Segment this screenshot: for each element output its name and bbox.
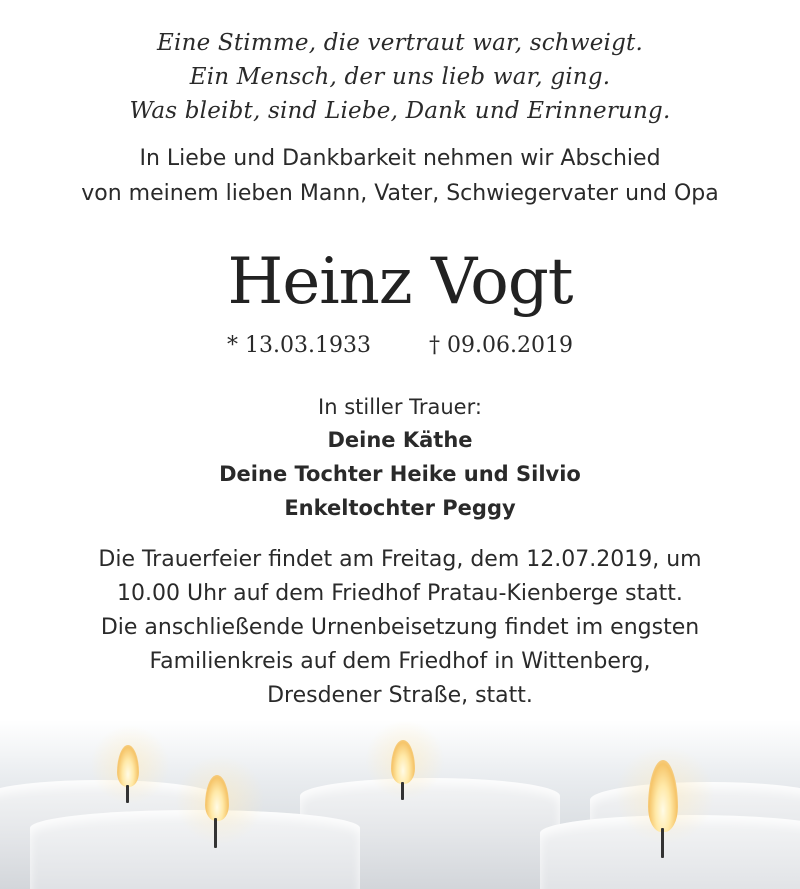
wick-4: [661, 828, 664, 858]
service-line-4: Familienkreis auf dem Friedhof in Wittenberg,: [149, 649, 651, 674]
wick-1: [126, 785, 129, 803]
mourner-3: Enkeltochter Peggy: [284, 496, 516, 520]
poem-line-3: Was bleibt, sind Liebe, Dank und Erinnerung.: [129, 98, 671, 124]
death-date: † 09.06.2019: [429, 333, 573, 358]
mourners-label: In stiller Trauer:: [318, 395, 482, 419]
life-dates: [0, 333, 800, 358]
service-line-3: Die anschließende Urnenbeisetzung findet im engsten: [100, 615, 700, 640]
mourner-1: Deine Käthe: [327, 428, 473, 452]
intro-line-2: von meinem lieben Mann, Vater, Schwiegervater und Opa: [81, 181, 719, 206]
service-line-2: 10.00 Uhr auf dem Friedhof Pratau-Kienberge statt.: [117, 581, 683, 606]
poem-line-2: Ein Mensch, der uns lieb war, ging.: [189, 64, 611, 90]
wick-2: [214, 818, 217, 848]
service-line-5: Dresdener Straße, statt.: [267, 683, 533, 708]
mourner-2: Deine Tochter Heike und Silvio: [219, 462, 581, 486]
intro-line-1: In Liebe und Dankbarkeit nehmen wir Abschied: [139, 146, 661, 171]
poem-line-1: Eine Stimme, die vertraut war, schweigt.: [157, 30, 643, 56]
deceased-name: Heinz Vogt: [227, 245, 573, 319]
service-line-1: Die Trauerfeier findet am Freitag, dem 12.07.2019, um: [98, 547, 702, 572]
candles-icon: [0, 720, 800, 889]
wick-3: [401, 782, 404, 800]
birth-date: * 13.03.1933: [227, 333, 371, 358]
